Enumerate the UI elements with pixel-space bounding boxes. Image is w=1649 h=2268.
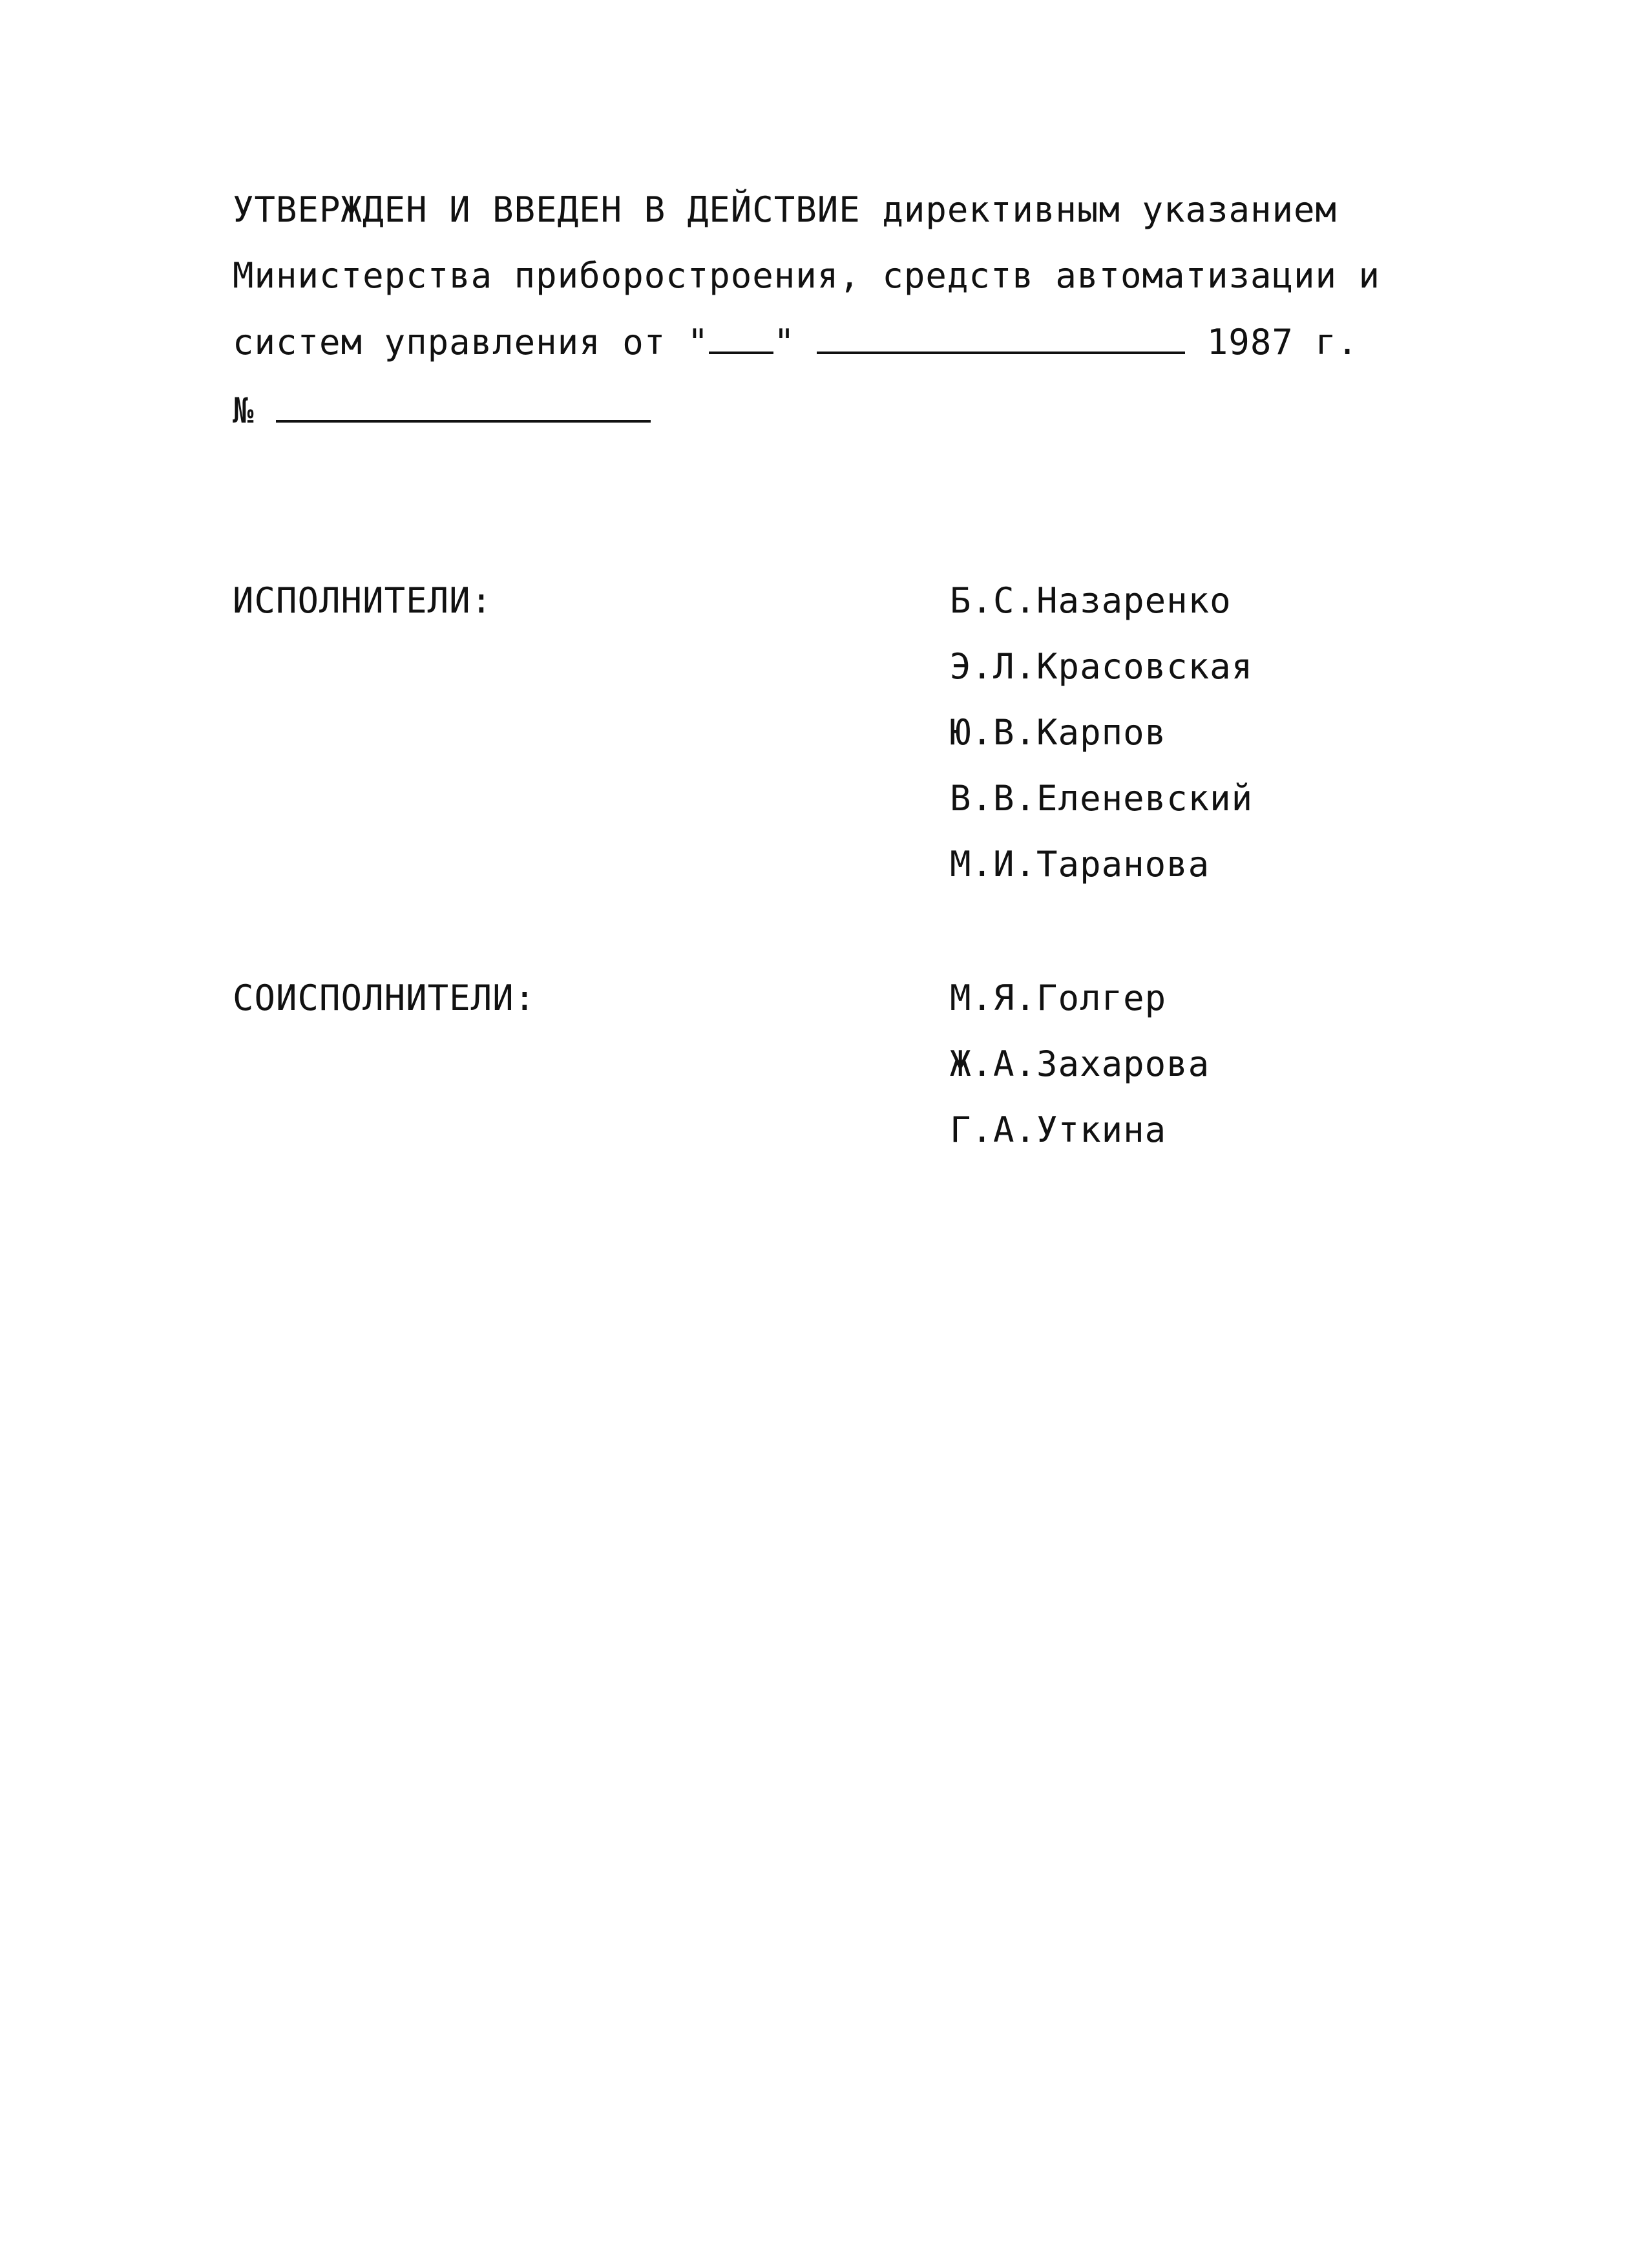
day-blank [709,319,773,354]
co-executors-label: СОИСПОЛНИТЕЛИ: [233,978,536,1018]
number-line [233,388,651,434]
executor-name: В.В.Еленевский [950,778,1254,819]
co-executor-name: М.Я.Голгер [950,978,1167,1018]
executors-label: ИСПОЛНИТЕЛИ: [233,580,493,621]
month-blank [817,319,1185,354]
executor-name: Ю.В.Карпов [950,712,1167,753]
approval-year: 1987 г. [1206,322,1359,362]
approval-line-1: УТВЕРЖДЕН И ВВЕДЕН В ДЕЙСТВИЕ директивным указанием [233,189,1338,230]
executor-name: Б.С.Назаренко [950,580,1232,621]
executor-name: М.И.Таранова [950,844,1210,885]
approval-line-2: Министерства приборостроения, средств автоматизации и [233,255,1381,296]
executors-list [950,578,1253,908]
executor-name: Э.Л.Красовская [950,646,1254,687]
co-executors-list [950,976,1210,1173]
number-blank [276,388,651,423]
co-executor-name: Ж.А.Захарова [950,1044,1210,1084]
approval-line-3-prefix: систем управления от " [233,322,709,362]
approval-line-3-quote: " [773,322,795,362]
approval-line-3 [233,319,1358,365]
number-sign: № [233,390,255,431]
co-executor-name: Г.А.Уткина [950,1109,1167,1150]
